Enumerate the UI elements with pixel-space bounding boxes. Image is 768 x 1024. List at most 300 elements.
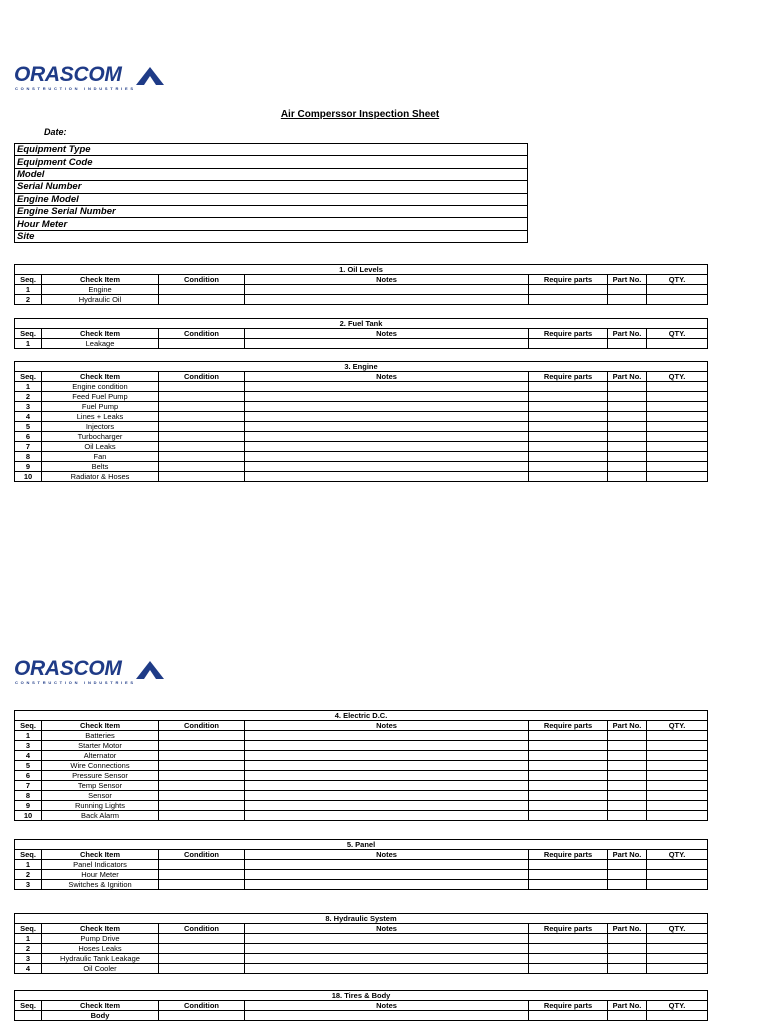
table-row [15,422,708,432]
qty-cell[interactable] [647,432,708,442]
column-header-row [15,275,708,285]
logo-wordmark: ORASCOM [14,657,122,680]
column-header-seq: Seq. [15,924,42,934]
check-item-cell: Hydraulic Oil [42,295,159,305]
table-row [15,462,708,472]
column-header-part-no: Part No. [608,329,647,339]
column-header-qty: QTY. [647,275,708,285]
column-header-check-item: Check Item [42,329,159,339]
table-row [15,452,708,462]
notes-cell[interactable] [245,751,529,761]
part-no-cell[interactable] [608,741,647,751]
notes-cell[interactable] [245,422,529,432]
table-row [15,954,708,964]
condition-cell[interactable] [159,382,245,392]
check-item-cell: Fan [42,452,159,462]
table-row [15,761,708,771]
require-parts-cell[interactable] [529,412,608,422]
qty-cell[interactable] [647,781,708,791]
require-parts-cell[interactable] [529,934,608,944]
seq-cell: 9 [15,462,42,472]
check-item-cell: Radiator & Hoses [42,472,159,482]
require-parts-cell[interactable] [529,761,608,771]
check-item-cell: Engine condition [42,382,159,392]
column-header-require-parts: Require parts [529,850,608,860]
column-header-row [15,329,708,339]
section-title: 18. Tires & Body [15,991,708,1001]
part-no-cell[interactable] [608,934,647,944]
column-header-check-item: Check Item [42,1001,159,1011]
company-logo-page-2 [14,659,156,685]
column-header-row [15,850,708,860]
column-header-row [15,1001,708,1011]
part-no-cell[interactable] [608,285,647,295]
qty-cell[interactable] [647,811,708,821]
condition-cell[interactable] [159,934,245,944]
condition-cell[interactable] [159,731,245,741]
section-title: 1. Oil Levels [15,265,708,275]
qty-cell[interactable] [647,954,708,964]
notes-cell[interactable] [245,1011,529,1021]
notes-cell[interactable] [245,791,529,801]
seq-cell: 1 [15,339,42,349]
equipment-info-table [14,143,528,243]
check-item-cell: Feed Fuel Pump [42,392,159,402]
table-row [15,791,708,801]
part-no-cell[interactable] [608,771,647,781]
table-row [15,870,708,880]
notes-cell[interactable] [245,462,529,472]
seq-cell: 5 [15,761,42,771]
condition-cell[interactable] [159,860,245,870]
condition-cell[interactable] [159,442,245,452]
check-item-cell: Turbocharger [42,432,159,442]
column-header-condition: Condition [159,1001,245,1011]
part-no-cell[interactable] [608,870,647,880]
column-header-seq: Seq. [15,721,42,731]
part-no-cell[interactable] [608,295,647,305]
notes-cell[interactable] [245,860,529,870]
table-row [15,731,708,741]
notes-cell[interactable] [245,382,529,392]
company-logo [14,65,156,91]
condition-cell[interactable] [159,452,245,462]
column-header-row [15,372,708,382]
info-row [15,181,528,193]
condition-cell[interactable] [159,781,245,791]
column-header-check-item: Check Item [42,924,159,934]
condition-cell[interactable] [159,944,245,954]
seq-cell: 2 [15,870,42,880]
qty-cell[interactable] [647,944,708,954]
check-item-cell: Belts [42,462,159,472]
seq-cell: 2 [15,944,42,954]
seq-cell: 3 [15,402,42,412]
column-header-qty: QTY. [647,372,708,382]
info-row [15,193,528,205]
seq-cell: 9 [15,801,42,811]
check-item-cell: Batteries [42,731,159,741]
require-parts-cell[interactable] [529,442,608,452]
column-header-condition: Condition [159,850,245,860]
part-no-cell[interactable] [608,1011,647,1021]
part-no-cell[interactable] [608,402,647,412]
condition-cell[interactable] [159,964,245,974]
notes-cell[interactable] [245,295,529,305]
part-no-cell[interactable] [608,964,647,974]
check-item-cell: Panel Indicators [42,860,159,870]
seq-cell: 3 [15,880,42,890]
require-parts-cell[interactable] [529,791,608,801]
table-row [15,285,708,295]
condition-cell[interactable] [159,771,245,781]
column-header-notes: Notes [245,924,529,934]
part-no-cell[interactable] [608,751,647,761]
section-table-engine [14,361,708,482]
condition-cell[interactable] [159,880,245,890]
part-no-cell[interactable] [608,392,647,402]
info-row [15,144,528,156]
part-no-cell[interactable] [608,412,647,422]
section-title-row [15,840,708,850]
check-item-cell: Alternator [42,751,159,761]
table-row [15,392,708,402]
notes-cell[interactable] [245,811,529,821]
date-label: Date: [44,127,67,137]
qty-cell[interactable] [647,771,708,781]
qty-cell[interactable] [647,870,708,880]
info-field-label: Engine Serial Number [15,205,528,217]
notes-cell[interactable] [245,870,529,880]
seq-cell: 4 [15,751,42,761]
notes-cell[interactable] [245,442,529,452]
seq-cell: 7 [15,781,42,791]
section-title-row [15,914,708,924]
table-row [15,751,708,761]
column-header-require-parts: Require parts [529,721,608,731]
qty-cell[interactable] [647,472,708,482]
column-header-part-no: Part No. [608,372,647,382]
info-row [15,205,528,217]
notes-cell[interactable] [245,731,529,741]
column-header-require-parts: Require parts [529,924,608,934]
info-field-label: Model [15,168,528,180]
table-row [15,781,708,791]
require-parts-cell[interactable] [529,811,608,821]
qty-cell[interactable] [647,880,708,890]
part-no-cell[interactable] [608,472,647,482]
section-table-oil-levels [14,264,708,305]
info-row [15,168,528,180]
qty-cell[interactable] [647,964,708,974]
check-item-cell: Oil Leaks [42,442,159,452]
require-parts-cell[interactable] [529,860,608,870]
qty-cell[interactable] [647,731,708,741]
table-row [15,934,708,944]
notes-cell[interactable] [245,432,529,442]
notes-cell[interactable] [245,944,529,954]
part-no-cell[interactable] [608,339,647,349]
info-field-label: Hour Meter [15,218,528,230]
qty-cell[interactable] [647,295,708,305]
notes-cell[interactable] [245,285,529,295]
section-title: 3. Engine [15,362,708,372]
seq-cell: 3 [15,954,42,964]
condition-cell[interactable] [159,285,245,295]
column-header-check-item: Check Item [42,275,159,285]
require-parts-cell[interactable] [529,392,608,402]
table-row [15,944,708,954]
condition-cell[interactable] [159,954,245,964]
qty-cell[interactable] [647,1011,708,1021]
seq-cell: 1 [15,285,42,295]
part-no-cell[interactable] [608,880,647,890]
column-header-seq: Seq. [15,850,42,860]
qty-cell[interactable] [647,422,708,432]
seq-cell: 3 [15,741,42,751]
qty-cell[interactable] [647,741,708,751]
part-no-cell[interactable] [608,442,647,452]
require-parts-cell[interactable] [529,295,608,305]
part-no-cell[interactable] [608,422,647,432]
part-no-cell[interactable] [608,954,647,964]
column-header-notes: Notes [245,721,529,731]
part-no-cell[interactable] [608,801,647,811]
qty-cell[interactable] [647,751,708,761]
column-header-notes: Notes [245,275,529,285]
table-row [15,771,708,781]
qty-cell[interactable] [647,934,708,944]
notes-cell[interactable] [245,934,529,944]
column-header-condition: Condition [159,329,245,339]
column-header-notes: Notes [245,372,529,382]
check-item-cell: Starter Motor [42,741,159,751]
table-row [15,801,708,811]
require-parts-cell[interactable] [529,801,608,811]
qty-cell[interactable] [647,382,708,392]
require-parts-cell[interactable] [529,432,608,442]
notes-cell[interactable] [245,741,529,751]
check-item-cell: Hour Meter [42,870,159,880]
condition-cell[interactable] [159,412,245,422]
seq-cell: 10 [15,472,42,482]
notes-cell[interactable] [245,964,529,974]
table-row [15,339,708,349]
part-no-cell[interactable] [608,781,647,791]
seq-cell: 1 [15,731,42,741]
notes-cell[interactable] [245,452,529,462]
notes-cell[interactable] [245,402,529,412]
column-header-seq: Seq. [15,329,42,339]
require-parts-cell[interactable] [529,402,608,412]
require-parts-cell[interactable] [529,285,608,295]
part-no-cell[interactable] [608,811,647,821]
column-header-check-item: Check Item [42,850,159,860]
check-item-cell: Pump Drive [42,934,159,944]
check-item-cell: Running Lights [42,801,159,811]
condition-cell[interactable] [159,791,245,801]
condition-cell[interactable] [159,811,245,821]
logo-triangle-icon [132,659,168,681]
condition-cell[interactable] [159,472,245,482]
part-no-cell[interactable] [608,860,647,870]
column-header-part-no: Part No. [608,275,647,285]
column-header-qty: QTY. [647,1001,708,1011]
notes-cell[interactable] [245,771,529,781]
seq-cell: 1 [15,382,42,392]
info-row [15,218,528,230]
condition-cell[interactable] [159,339,245,349]
logo-wordmark: ORASCOM [14,63,122,86]
require-parts-cell[interactable] [529,964,608,974]
qty-cell[interactable] [647,860,708,870]
seq-cell: 1 [15,934,42,944]
column-header-require-parts: Require parts [529,372,608,382]
table-row [15,1011,708,1021]
require-parts-cell[interactable] [529,382,608,392]
condition-cell[interactable] [159,462,245,472]
check-item-cell: Hydraulic Tank Leakage [42,954,159,964]
logo-subtitle: CONSTRUCTION INDUSTRIES [15,680,136,685]
table-row [15,295,708,305]
seq-cell: 6 [15,432,42,442]
check-item-cell: Leakage [42,339,159,349]
condition-cell[interactable] [159,870,245,880]
notes-cell[interactable] [245,761,529,771]
seq-cell [15,1011,42,1021]
table-row [15,382,708,392]
require-parts-cell[interactable] [529,781,608,791]
condition-cell[interactable] [159,432,245,442]
require-parts-cell[interactable] [529,880,608,890]
require-parts-cell[interactable] [529,954,608,964]
require-parts-cell[interactable] [529,944,608,954]
part-no-cell[interactable] [608,452,647,462]
seq-cell: 8 [15,791,42,801]
table-row [15,880,708,890]
condition-cell[interactable] [159,422,245,432]
qty-cell[interactable] [647,801,708,811]
info-field-label: Equipment Type [15,144,528,156]
condition-cell[interactable] [159,392,245,402]
require-parts-cell[interactable] [529,741,608,751]
column-header-qty: QTY. [647,850,708,860]
column-header-notes: Notes [245,329,529,339]
section-title-row [15,991,708,1001]
require-parts-cell[interactable] [529,731,608,741]
notes-cell[interactable] [245,801,529,811]
column-header-row [15,924,708,934]
condition-cell[interactable] [159,402,245,412]
section-title: 2. Fuel Tank [15,319,708,329]
require-parts-cell[interactable] [529,339,608,349]
check-item-cell: Temp Sensor [42,781,159,791]
condition-cell[interactable] [159,295,245,305]
qty-cell[interactable] [647,412,708,422]
table-row [15,402,708,412]
table-row [15,472,708,482]
notes-cell[interactable] [245,954,529,964]
require-parts-cell[interactable] [529,422,608,432]
info-row [15,230,528,242]
column-header-require-parts: Require parts [529,1001,608,1011]
require-parts-cell[interactable] [529,771,608,781]
notes-cell[interactable] [245,412,529,422]
column-header-condition: Condition [159,372,245,382]
part-no-cell[interactable] [608,944,647,954]
part-no-cell[interactable] [608,761,647,771]
info-field-label: Site [15,230,528,242]
require-parts-cell[interactable] [529,1011,608,1021]
part-no-cell[interactable] [608,731,647,741]
column-header-check-item: Check Item [42,372,159,382]
condition-cell[interactable] [159,1011,245,1021]
qty-cell[interactable] [647,442,708,452]
notes-cell[interactable] [245,781,529,791]
qty-cell[interactable] [647,462,708,472]
condition-cell[interactable] [159,801,245,811]
check-item-cell: Sensor [42,791,159,801]
qty-cell[interactable] [647,402,708,412]
part-no-cell[interactable] [608,462,647,472]
condition-cell[interactable] [159,741,245,751]
column-header-condition: Condition [159,721,245,731]
qty-cell[interactable] [647,339,708,349]
check-item-cell: Hoses Leaks [42,944,159,954]
require-parts-cell[interactable] [529,462,608,472]
require-parts-cell[interactable] [529,870,608,880]
qty-cell[interactable] [647,761,708,771]
require-parts-cell[interactable] [529,751,608,761]
seq-cell: 1 [15,860,42,870]
check-item-cell: Fuel Pump [42,402,159,412]
column-header-condition: Condition [159,275,245,285]
require-parts-cell[interactable] [529,472,608,482]
column-header-qty: QTY. [647,329,708,339]
check-item-cell: Lines + Leaks [42,412,159,422]
qty-cell[interactable] [647,452,708,462]
info-row [15,156,528,168]
qty-cell[interactable] [647,285,708,295]
column-header-qty: QTY. [647,721,708,731]
seq-cell: 10 [15,811,42,821]
notes-cell[interactable] [245,339,529,349]
seq-cell: 4 [15,412,42,422]
info-field-label: Engine Model [15,193,528,205]
qty-cell[interactable] [647,392,708,402]
notes-cell[interactable] [245,880,529,890]
qty-cell[interactable] [647,791,708,801]
column-header-seq: Seq. [15,372,42,382]
part-no-cell[interactable] [608,382,647,392]
seq-cell: 6 [15,771,42,781]
require-parts-cell[interactable] [529,452,608,462]
condition-cell[interactable] [159,751,245,761]
condition-cell[interactable] [159,761,245,771]
part-no-cell[interactable] [608,791,647,801]
notes-cell[interactable] [245,392,529,402]
check-item-cell: Switches & Ignition [42,880,159,890]
section-title: 8. Hydraulic System [15,914,708,924]
notes-cell[interactable] [245,472,529,482]
check-item-cell: Wire Connections [42,761,159,771]
section-title: 5. Panel [15,840,708,850]
check-item-cell: Oil Cooler [42,964,159,974]
section-table-hydraulic-system [14,913,708,974]
part-no-cell[interactable] [608,432,647,442]
column-header-condition: Condition [159,924,245,934]
column-header-row [15,721,708,731]
